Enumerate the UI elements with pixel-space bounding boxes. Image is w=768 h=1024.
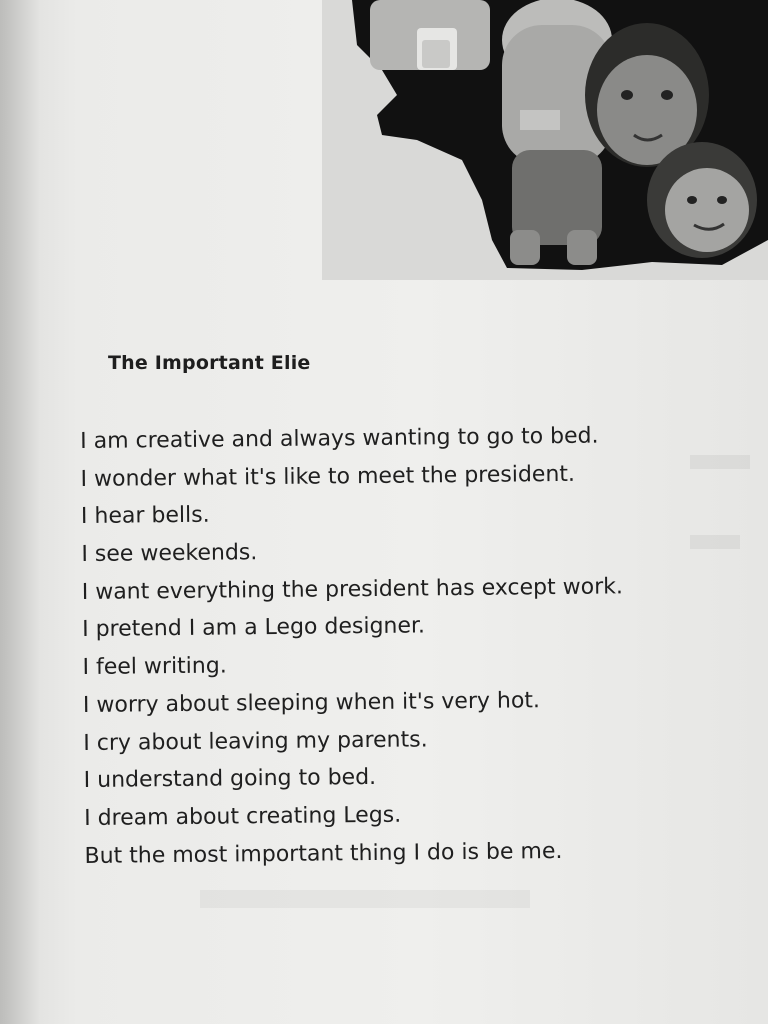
poem-line: I feel writing. [82, 653, 227, 681]
poem-line: I dream about creating Legs. [84, 802, 402, 831]
poem-line: I understand going to bed. [83, 765, 377, 794]
poem-line: I wonder what it's like to meet the president. [80, 461, 576, 492]
poem-line: I want everything the president has except work. [81, 574, 624, 605]
poem-line: I am creative and always wanting to go to bed. [80, 423, 599, 454]
poem-line: I see weekends. [81, 540, 258, 568]
poem-line: But the most important thing I do is be me. [84, 838, 563, 869]
children-collage-photo [322, 0, 768, 280]
poem-body [80, 416, 765, 875]
poem-line: I cry about leaving my parents. [83, 726, 428, 756]
poem-line: I pretend I am a Lego designer. [82, 613, 426, 643]
poem-title: The Important Elie [108, 352, 311, 374]
poem-line: I worry about sleeping when it's very hot. [82, 688, 541, 718]
poem-line: I hear bells. [80, 503, 210, 530]
spine-shadow [0, 0, 40, 1024]
